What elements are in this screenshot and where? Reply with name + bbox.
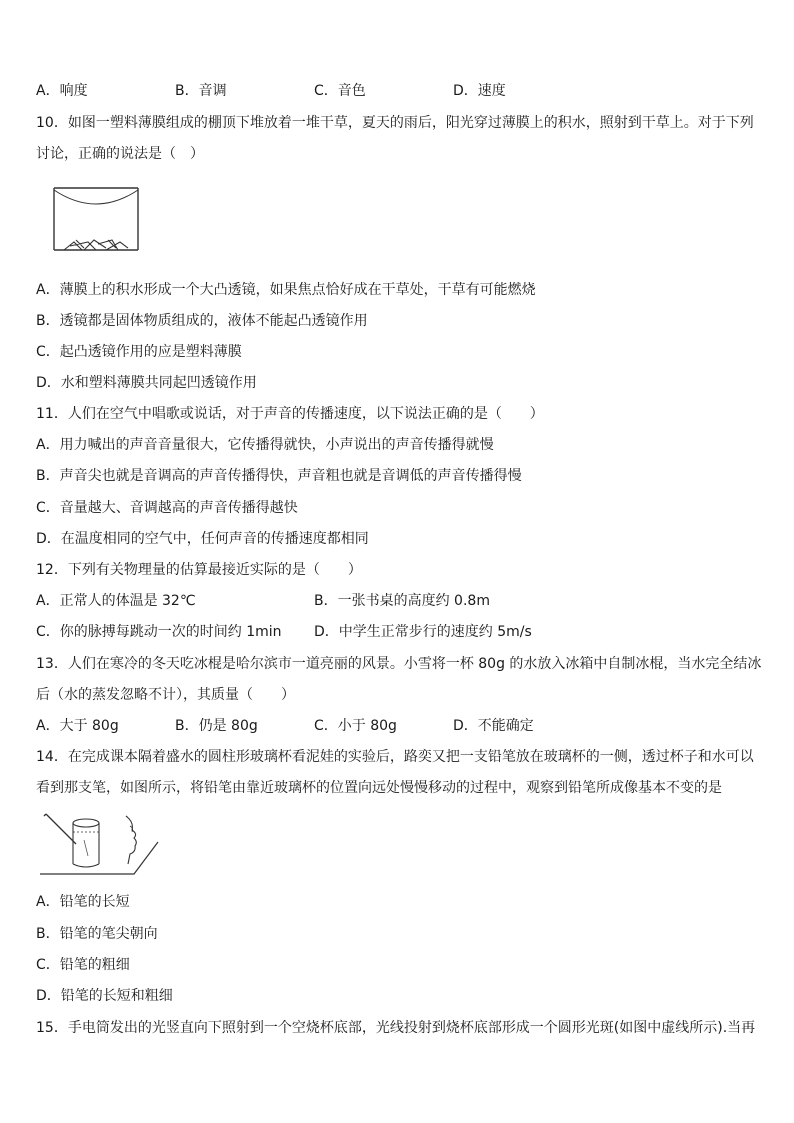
- q12-option-d: D．中学生正常步行的速度约 5m/s: [314, 624, 532, 640]
- q11-option-b: B．声音尖也就是音调高的声音传播得快，声音粗也就是音调低的声音传播得慢: [36, 468, 522, 484]
- q10-option-b: B．透镜都是固体物质组成的，液体不能起凸透镜作用: [36, 313, 368, 329]
- q9-option-c: C．音色: [314, 83, 366, 99]
- q13-stem-line2: 后（水的蒸发忽略不计），其质量（ ）: [36, 687, 295, 703]
- q11-option-d: D．在温度相同的空气中，任何声音的传播速度都相同: [36, 531, 369, 547]
- hay-under-film-figure: [48, 184, 144, 254]
- q13-option-b: B．仍是 80g: [175, 718, 258, 734]
- q10-option-a: A．薄膜上的积水形成一个大凸透镜，如果焦点恰好成在干草处，干草有可能燃烧: [36, 282, 536, 298]
- q14-stem-line2: 看到那支笔，如图所示，将铅笔由靠近玻璃杯的位置向远处慢慢移动的过程中，观察到铅笔所成像基本不变的是: [36, 780, 722, 796]
- q14-option-d: D．铅笔的长短和粗细: [36, 988, 173, 1004]
- q13-option-a: A．大于 80g: [36, 718, 119, 734]
- q12-option-b: B．一张书桌的高度约 0.8m: [314, 593, 490, 609]
- q12-option-a: A．正常人的体温是 32℃: [36, 593, 196, 609]
- q9-option-d: D．速度: [453, 83, 506, 99]
- q11-stem: 11．人们在空气中唱歌或说话，对于声音的传播速度，以下说法正确的是（ ）: [36, 406, 544, 422]
- q11-option-c: C．音量越大、音调越高的声音传播得越快: [36, 500, 298, 516]
- q10-option-c: C．起凸透镜作用的应是塑料薄膜: [36, 344, 242, 360]
- q10-stem-line2: 讨论，正确的说法是（ ）: [36, 146, 204, 162]
- q14-option-a: A．铅笔的长短: [36, 894, 130, 910]
- q14-option-b: B．铅笔的笔尖朝向: [36, 926, 158, 942]
- q12-stem: 12．下列有关物理量的估算最接近实际的是（ ）: [36, 562, 362, 578]
- q9-option-a: A．响度: [36, 83, 88, 99]
- q14-option-c: C．铅笔的粗细: [36, 957, 130, 973]
- q10-stem-line1: 10．如图一塑料薄膜组成的棚顶下堆放着一堆干草，夏天的雨后，阳光穿过薄膜上的积水，照射到干草上。对于下列: [36, 115, 754, 131]
- q9-option-b: B．音调: [175, 83, 227, 99]
- q12-option-c: C．你的脉搏每跳动一次的时间约 1min: [36, 624, 282, 640]
- q14-stem-line1: 14．在完成课本隔着盛水的圆柱形玻璃杯看泥娃的实验后，路奕又把一支铅笔放在玻璃杯的一侧，透过杯子和水可以: [36, 749, 754, 765]
- q11-option-a: A．用力喊出的声音音量很大，它传播得就快，小声说出的声音传播得就慢: [36, 437, 494, 453]
- q13-option-c: C．小于 80g: [314, 718, 397, 734]
- q13-option-d: D．不能确定: [453, 718, 534, 734]
- pencil-glass-figure: [38, 812, 164, 878]
- q10-option-d: D．水和塑料薄膜共同起凹透镜作用: [36, 375, 257, 391]
- q13-stem-line1: 13．人们在寒冷的冬天吃冰棍是哈尔滨市一道亮丽的风景。小雪将一杯 80g 的水放入冰箱中自制冰棍，当水完全结冰: [36, 656, 762, 672]
- q15-stem-line1: 15．手电筒发出的光竖直向下照射到一个空烧杯底部，光线投射到烧杯底部形成一个圆形光斑(如图中虚线所示).当再: [36, 1020, 756, 1036]
